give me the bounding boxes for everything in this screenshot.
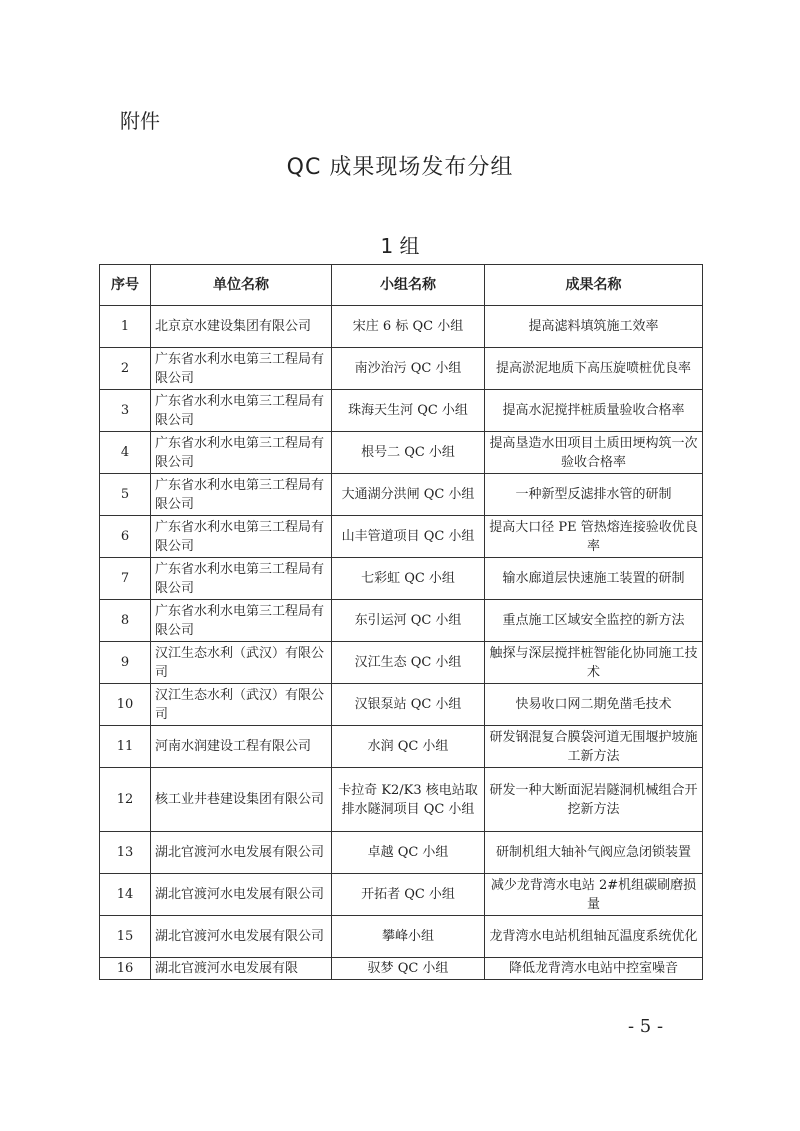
row-team: 七彩虹 QC 小组 (332, 558, 485, 600)
row-unit: 广东省水利水电第三工程局有限公司 (151, 516, 332, 558)
row-no: 10 (100, 684, 151, 726)
row-no: 1 (100, 306, 151, 348)
table-row (100, 916, 703, 958)
table-row (100, 958, 703, 980)
table-row (100, 684, 703, 726)
row-team: 珠海天生河 QC 小组 (332, 390, 485, 432)
row-unit: 汉江生态水利（武汉）有限公司 (151, 684, 332, 726)
table-row (100, 558, 703, 600)
row-result: 研制机组大轴补气阀应急闭锁装置 (485, 832, 703, 874)
row-result: 提高大口径 PE 管热熔连接验收优良率 (485, 516, 703, 558)
row-no: 7 (100, 558, 151, 600)
row-team: 攀峰小组 (332, 916, 485, 958)
row-result: 快易收口网二期免凿毛技术 (485, 684, 703, 726)
attachment-label: 附件 (120, 109, 160, 133)
row-team: 宋庄 6 标 QC 小组 (332, 306, 485, 348)
row-no: 12 (100, 768, 151, 832)
row-team: 汉银泵站 QC 小组 (332, 684, 485, 726)
row-result: 研发钢混复合膜袋河道无围堰护坡施工新方法 (485, 726, 703, 768)
table-row (100, 642, 703, 684)
row-team: 汉江生态 QC 小组 (332, 642, 485, 684)
row-no: 6 (100, 516, 151, 558)
row-no: 3 (100, 390, 151, 432)
row-no: 4 (100, 432, 151, 474)
row-unit: 广东省水利水电第三工程局有限公司 (151, 558, 332, 600)
row-unit: 广东省水利水电第三工程局有限公司 (151, 348, 332, 390)
row-result: 研发一种大断面泥岩隧洞机械组合开挖新方法 (485, 768, 703, 832)
row-team: 根号二 QC 小组 (332, 432, 485, 474)
row-team: 南沙治污 QC 小组 (332, 348, 485, 390)
table-row (100, 390, 703, 432)
row-unit: 广东省水利水电第三工程局有限公司 (151, 390, 332, 432)
row-team: 大通湖分洪闸 QC 小组 (332, 474, 485, 516)
row-result: 提高滤料填筑施工效率 (485, 306, 703, 348)
table-row (100, 600, 703, 642)
row-unit: 广东省水利水电第三工程局有限公司 (151, 474, 332, 516)
row-unit: 河南水润建设工程有限公司 (151, 726, 332, 768)
row-team: 山丰管道项目 QC 小组 (332, 516, 485, 558)
row-unit: 广东省水利水电第三工程局有限公司 (151, 432, 332, 474)
row-team: 开拓者 QC 小组 (332, 874, 485, 916)
table-row (100, 432, 703, 474)
row-no: 14 (100, 874, 151, 916)
table-row (100, 474, 703, 516)
row-no: 16 (100, 958, 151, 980)
table-row (100, 874, 703, 916)
row-unit: 广东省水利水电第三工程局有限公司 (151, 600, 332, 642)
table-row (100, 348, 703, 390)
row-unit: 湖北官渡河水电发展有限公司 (151, 832, 332, 874)
row-result: 一种新型反滤排水管的研制 (485, 474, 703, 516)
header-team: 小组名称 (332, 265, 485, 306)
row-result: 重点施工区域安全监控的新方法 (485, 600, 703, 642)
page-number: - 5 - (628, 1016, 664, 1037)
row-no: 5 (100, 474, 151, 516)
row-result: 提高垦造水田项目土质田埂构筑一次验收合格率 (485, 432, 703, 474)
row-unit: 汉江生态水利（武汉）有限公司 (151, 642, 332, 684)
row-no: 15 (100, 916, 151, 958)
row-team: 卡拉奇 K2/K3 核电站取排水隧洞项目 QC 小组 (332, 768, 485, 832)
row-unit: 北京京水建设集团有限公司 (151, 306, 332, 348)
table-row (100, 832, 703, 874)
row-result: 提高水泥搅拌桩质量验收合格率 (485, 390, 703, 432)
row-unit: 湖北官渡河水电发展有限公司 (151, 916, 332, 958)
row-team: 水润 QC 小组 (332, 726, 485, 768)
group-heading: 1 组 (380, 234, 420, 258)
row-no: 8 (100, 600, 151, 642)
row-no: 11 (100, 726, 151, 768)
row-result: 降低龙背湾水电站中控室噪音 (485, 958, 703, 980)
table-header-row (100, 265, 703, 306)
row-result: 输水廊道层快速施工装置的研制 (485, 558, 703, 600)
row-unit: 核工业井巷建设集团有限公司 (151, 768, 332, 832)
table-row (100, 768, 703, 832)
row-no: 9 (100, 642, 151, 684)
header-unit: 单位名称 (151, 265, 332, 306)
table-row (100, 726, 703, 768)
row-unit: 湖北官渡河水电发展有限 (151, 958, 332, 980)
page-title: QC 成果现场发布分组 (286, 155, 514, 180)
row-no: 13 (100, 832, 151, 874)
qc-group-table (99, 264, 703, 980)
row-team: 东引运河 QC 小组 (332, 600, 485, 642)
header-result: 成果名称 (485, 265, 703, 306)
row-team: 卓越 QC 小组 (332, 832, 485, 874)
row-result: 减少龙背湾水电站 2#机组碳刷磨损量 (485, 874, 703, 916)
row-result: 提高淤泥地质下高压旋喷桩优良率 (485, 348, 703, 390)
row-result: 触探与深层搅拌桩智能化协同施工技术 (485, 642, 703, 684)
row-team: 驭梦 QC 小组 (332, 958, 485, 980)
table-row (100, 306, 703, 348)
row-no: 2 (100, 348, 151, 390)
header-no: 序号 (100, 265, 151, 306)
row-unit: 湖北官渡河水电发展有限公司 (151, 874, 332, 916)
row-result: 龙背湾水电站机组轴瓦温度系统优化 (485, 916, 703, 958)
table-row (100, 516, 703, 558)
